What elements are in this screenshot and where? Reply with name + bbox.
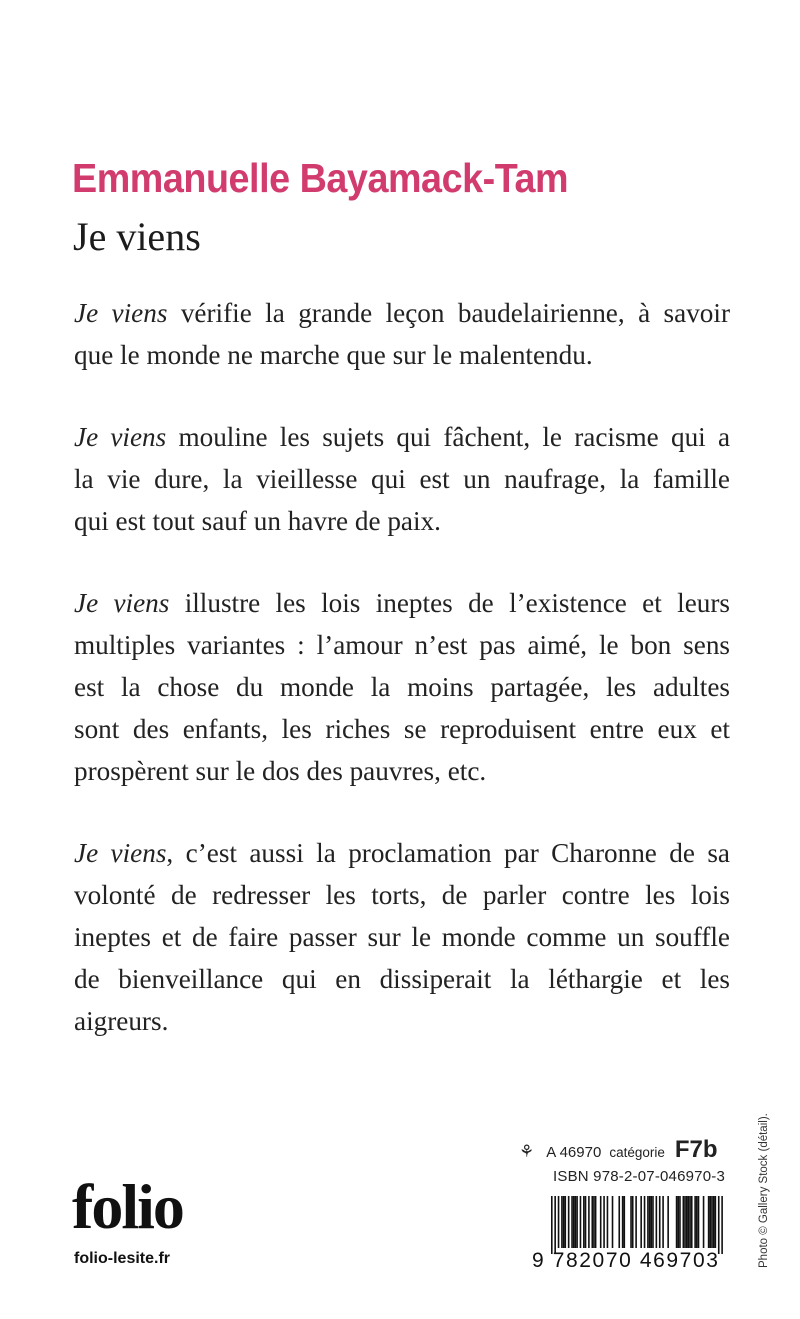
barcode-bar — [561, 1196, 563, 1248]
barcode-bar — [622, 1196, 624, 1248]
barcode-bar — [607, 1196, 609, 1248]
book-title-inline: Je viens — [74, 298, 168, 328]
barcode-bar — [694, 1196, 696, 1248]
publisher-website: folio-lesite.fr — [74, 1250, 171, 1267]
book-title-inline: Je viens — [74, 588, 170, 618]
barcode-bar — [667, 1196, 669, 1248]
blurb-line — [74, 292, 730, 334]
barcode-bar — [656, 1196, 658, 1248]
barcode-bar — [713, 1196, 715, 1248]
book-title: Je viens — [73, 214, 201, 259]
barcode-bar — [591, 1196, 593, 1248]
barcode-bar — [632, 1196, 634, 1248]
blurb-text: prospèrent sur le dos des pauvres, etc. — [74, 756, 487, 786]
blurb-line — [74, 416, 730, 458]
barcode-bar — [686, 1196, 688, 1248]
photo-credit: Photo © Gallery Stock (détail). — [758, 1113, 770, 1268]
category-label: catégorie — [609, 1145, 665, 1160]
blurb-text: vérifie la grande leçon baudelairienne, à savoir — [167, 298, 730, 328]
blurb — [74, 292, 730, 1082]
blurb-text: de bienveillance qui en dissiperait la léthargie et les — [74, 964, 730, 994]
blurb-text: que le monde ne marche que sur le malentendu. — [74, 340, 593, 370]
barcode-bar — [688, 1196, 690, 1248]
blurb-text: est la chose du monde la moins partagée, les adultes — [74, 672, 730, 702]
blurb-line — [74, 750, 730, 792]
blurb-paragraph — [74, 832, 730, 1042]
barcode — [551, 1196, 723, 1254]
folio-logo: folio — [72, 1171, 183, 1242]
barcode-bar — [644, 1196, 646, 1248]
blurb-paragraph — [74, 582, 730, 792]
barcode-bar — [576, 1196, 578, 1248]
book-title-inline: Je viens — [74, 422, 167, 452]
barcode-bar — [554, 1196, 556, 1254]
blurb-text: sont des enfants, les riches se reproduisent entre eux et — [74, 714, 730, 744]
category-code: F7b — [674, 1136, 718, 1163]
barcode-bar — [571, 1196, 573, 1248]
isbn: ISBN 978-2-07-046970-3 — [553, 1168, 726, 1185]
book-title-inline: Je viens — [74, 838, 167, 868]
blurb-line — [74, 1000, 730, 1042]
barcode-bar — [551, 1196, 553, 1254]
barcode-bar — [630, 1196, 632, 1248]
blurb-text: la vie dure, la vieillesse qui est un naufrage, la famille — [74, 464, 730, 494]
blurb-line — [74, 874, 730, 916]
blurb-paragraph — [74, 292, 730, 376]
barcode-bar — [563, 1196, 565, 1248]
barcode-digits: 9 782070 469703 — [532, 1249, 720, 1272]
blurb-text: volonté de redresser les torts, de parler contre les lois — [74, 880, 730, 910]
blurb-text: multiples variantes : l’amour n’est pas aimé, le bon sens — [74, 630, 730, 660]
barcode-bar — [624, 1196, 626, 1248]
barcode-bar — [721, 1196, 723, 1254]
barcode-bar — [580, 1196, 582, 1248]
blurb-line — [74, 334, 730, 376]
barcode-bar — [703, 1196, 705, 1248]
barcode-bar — [573, 1196, 575, 1248]
barcode-bar — [691, 1196, 693, 1248]
blurb-text: aigreurs. — [74, 1006, 169, 1036]
blurb-line — [74, 832, 730, 874]
blurb-line — [74, 958, 730, 1000]
barcode-bar — [696, 1196, 698, 1248]
barcode-bar — [588, 1196, 590, 1248]
barcode-bar — [659, 1196, 661, 1248]
barcode-bar — [575, 1196, 577, 1248]
barcode-bar — [679, 1196, 681, 1248]
barcode-bar — [652, 1196, 654, 1248]
blurb-text: illustre les lois ineptes de l’existence et leurs — [169, 588, 730, 618]
barcode-bar — [558, 1196, 560, 1248]
barcode-bar — [650, 1196, 652, 1248]
blurb-line — [74, 500, 730, 542]
barcode-bar — [718, 1196, 720, 1254]
barcode-bar — [715, 1196, 717, 1248]
blurb-line — [74, 458, 730, 500]
blurb-text: mouline les sujets qui fâchent, le racisme qui a — [166, 422, 731, 452]
barcode-bar — [708, 1196, 710, 1248]
blurb-line — [74, 708, 730, 750]
barcode-bar — [612, 1196, 614, 1248]
barcode-bar — [649, 1196, 651, 1248]
barcode-bar — [677, 1196, 679, 1248]
blurb-line — [74, 916, 730, 958]
blurb-text: qui est tout sauf un havre de paix. — [74, 506, 441, 536]
barcode-bar — [640, 1196, 642, 1248]
barcode-bar — [564, 1196, 566, 1248]
blurb-text: , c’est aussi la proclamation par Charonne de sa — [166, 838, 730, 868]
blurb-paragraph — [74, 416, 730, 542]
barcode-bar — [593, 1196, 595, 1248]
blurb-text: ineptes et de faire passer sur le monde comme un souffle — [74, 922, 730, 952]
barcode-bar — [711, 1196, 713, 1248]
barcode-bar — [603, 1196, 605, 1248]
barcode-bar — [635, 1196, 637, 1248]
author-name: Emmanuelle Bayamack-Tam — [72, 155, 569, 201]
barcode-bar — [683, 1196, 685, 1248]
barcode-bar — [689, 1196, 691, 1248]
publication-info — [519, 1136, 726, 1185]
barcode-bar — [583, 1196, 585, 1248]
barcode-bar — [618, 1196, 620, 1248]
gallimard-mark-icon: ⚘ — [519, 1142, 535, 1161]
barcode-bar — [662, 1196, 664, 1248]
barcode-bar — [698, 1196, 700, 1248]
barcode-bar — [684, 1196, 686, 1248]
barcode-bar — [568, 1196, 570, 1248]
catalog-code: A 46970 — [546, 1144, 602, 1161]
barcode-bar — [676, 1196, 678, 1248]
barcode-bar — [647, 1196, 649, 1248]
barcode-bar — [585, 1196, 587, 1248]
blurb-line — [74, 666, 730, 708]
barcode-bar — [600, 1196, 602, 1248]
blurb-line — [74, 582, 730, 624]
barcode-bar — [710, 1196, 712, 1248]
blurb-line — [74, 624, 730, 666]
barcode-bar — [595, 1196, 597, 1248]
